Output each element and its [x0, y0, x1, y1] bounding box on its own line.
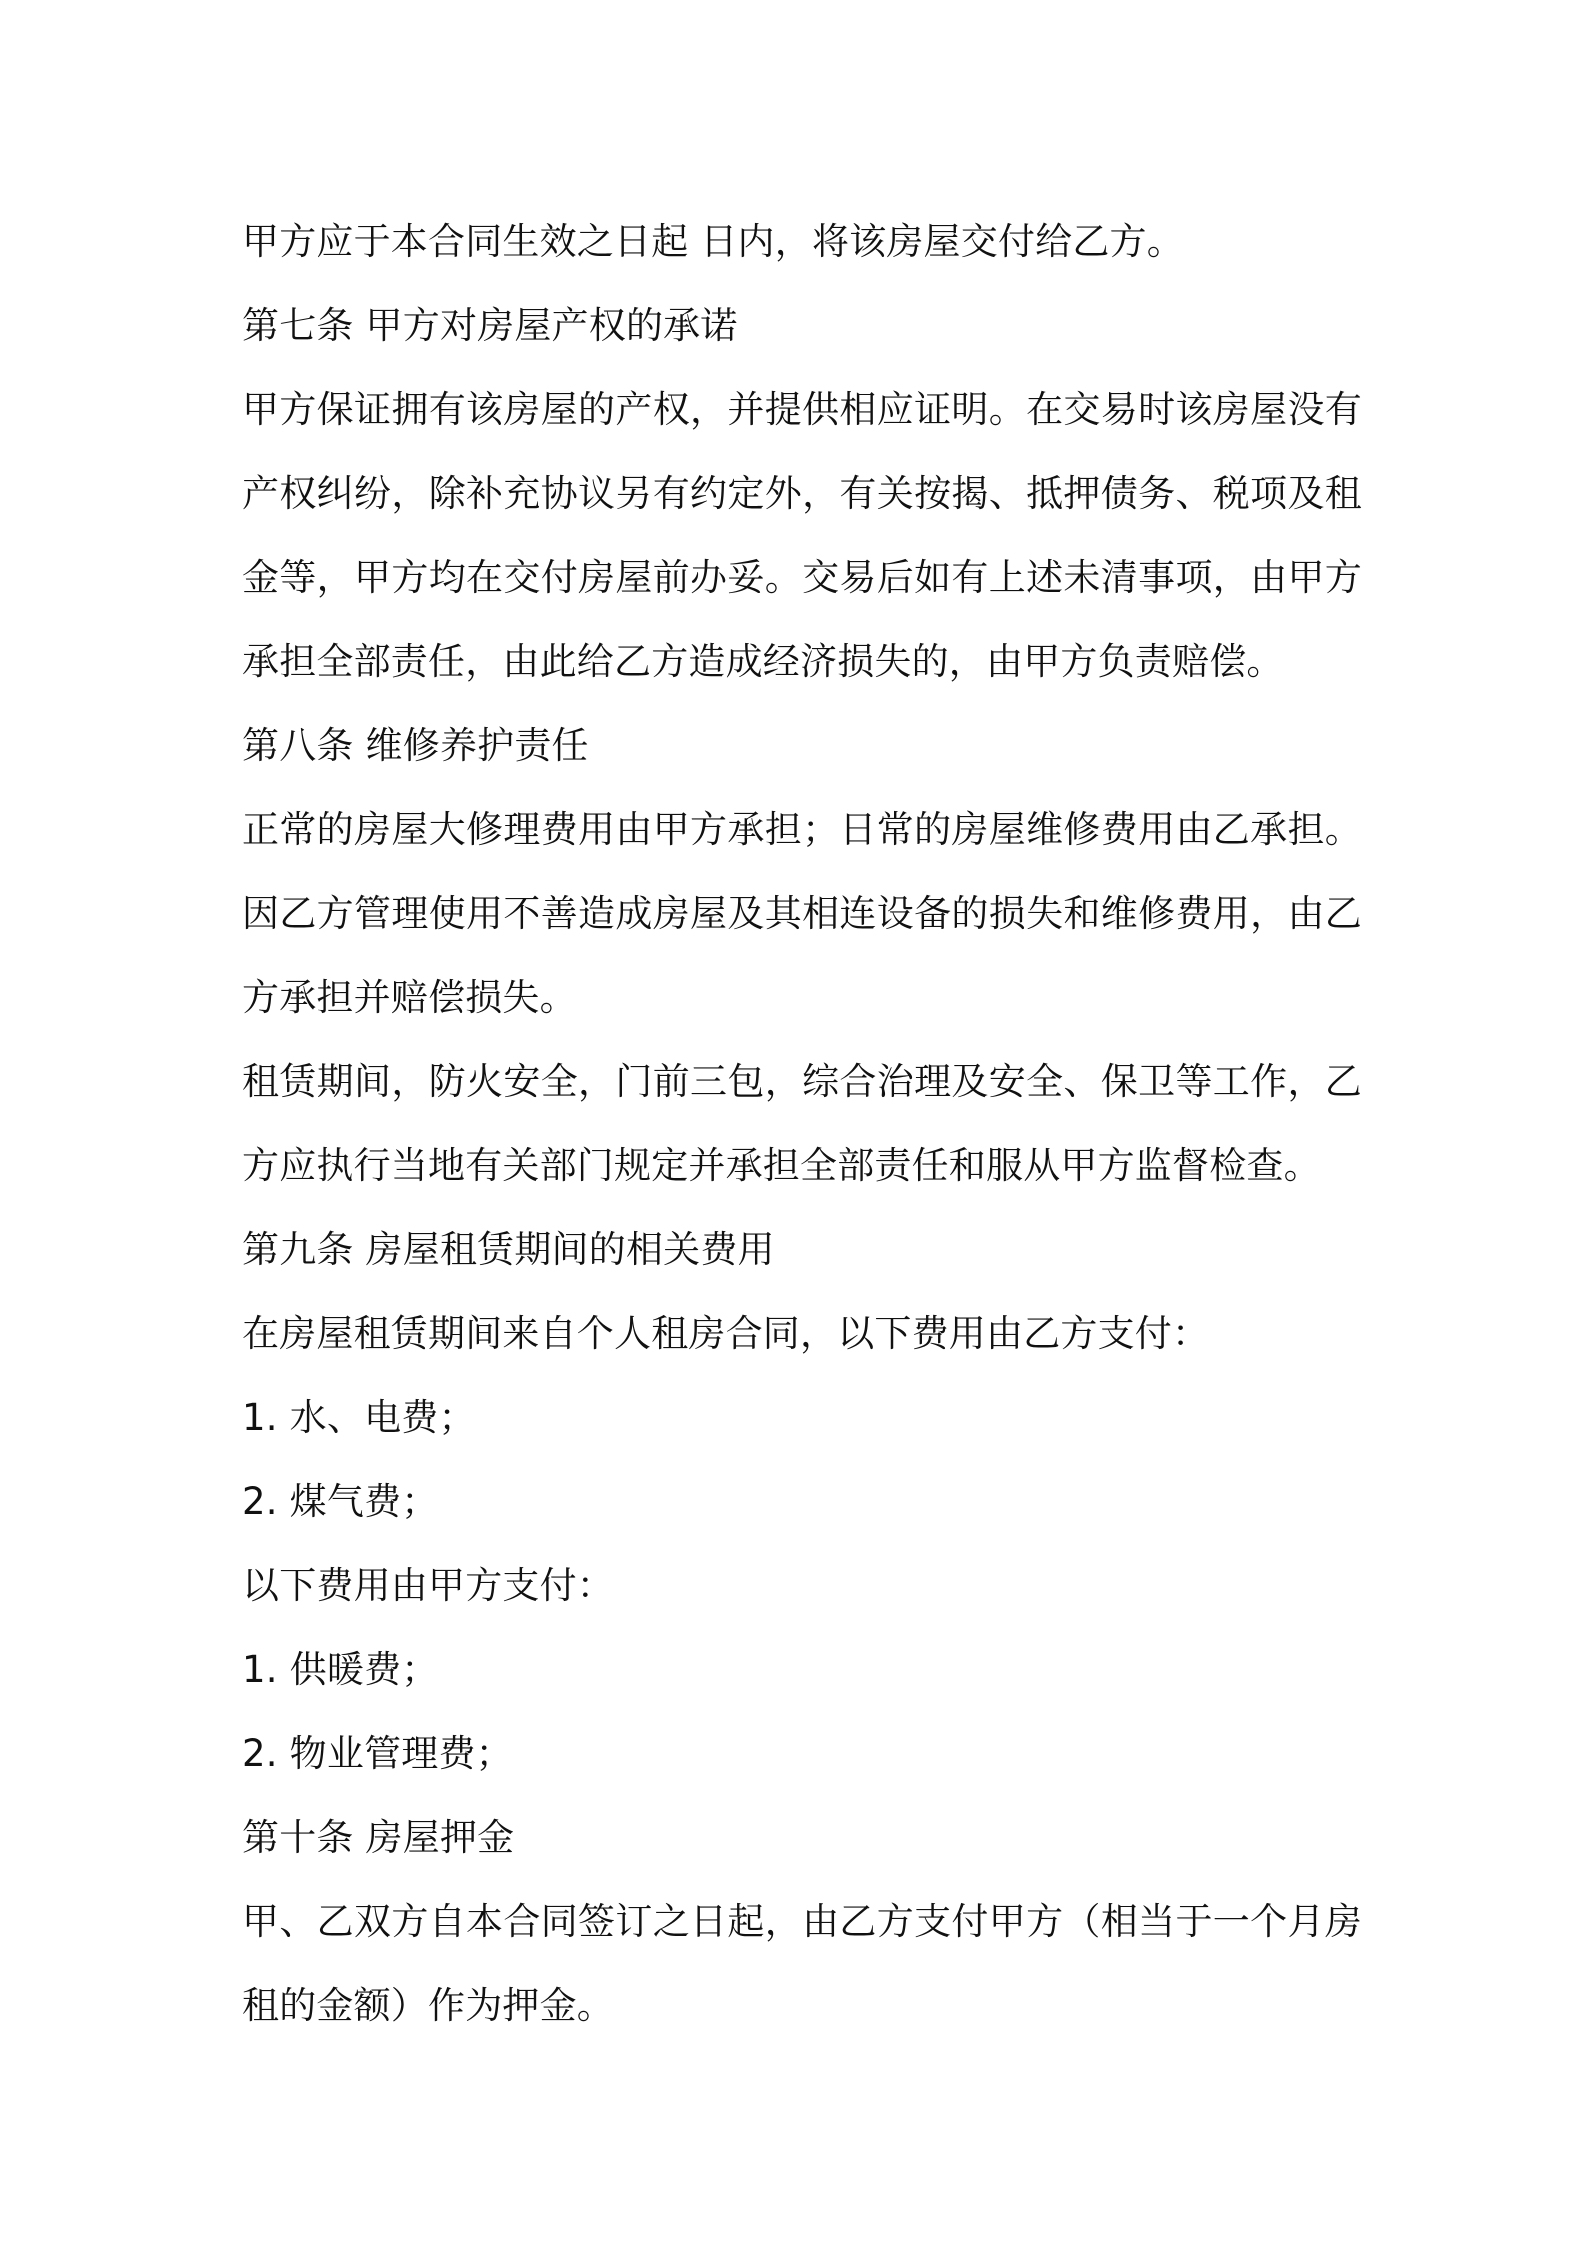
paragraph-property-line-3: 金等，甲方均在交付房屋前办妥。交易后如有上述未清事项，由甲方 [242, 556, 1362, 599]
heading-article-7: 第七条 甲方对房屋产权的承诺 [242, 304, 738, 347]
paragraph-safety-line-2: 方应执行当地有关部门规定并承担全部责任和服从甲方监督检查。 [242, 1144, 1321, 1187]
heading-article-9: 第九条 房屋租赁期间的相关费用 [242, 1228, 775, 1271]
paragraph-deposit-line-2: 租的金额）作为押金。 [242, 1984, 614, 2027]
heading-article-8: 第八条 维修养护责任 [242, 724, 589, 767]
paragraph-delivery: 甲方应于本合同生效之日起 日内，将该房屋交付给乙方。 [242, 220, 1184, 263]
list-item-tenant-fee-2: 2. 煤气费； [242, 1480, 439, 1523]
paragraph-property-line-1: 甲方保证拥有该房屋的产权，并提供相应证明。在交易时该房屋没有 [242, 388, 1362, 431]
paragraph-landlord-fees-intro: 以下费用由甲方支付： [242, 1564, 614, 1607]
paragraph-tenant-fees-intro: 在房屋租赁期间来自个人租房合同，以下费用由乙方支付： [242, 1312, 1210, 1355]
list-item-landlord-fee-2: 2. 物业管理费； [242, 1732, 513, 1775]
paragraph-maintenance-line-1: 正常的房屋大修理费用由甲方承担；日常的房屋维修费用由乙承担。 [242, 808, 1362, 851]
paragraph-maintenance-line-2: 因乙方管理使用不善造成房屋及其相连设备的损失和维修费用，由乙 [242, 892, 1362, 935]
paragraph-property-line-2: 产权纠纷，除补充协议另有约定外，有关按揭、抵押债务、税项及租 [242, 472, 1362, 515]
list-item-landlord-fee-1: 1. 供暖费； [242, 1648, 439, 1691]
list-item-tenant-fee-1: 1. 水、电费； [242, 1396, 476, 1439]
document-body [242, 200, 1362, 2048]
paragraph-maintenance-line-3: 方承担并赔偿损失。 [242, 976, 577, 1019]
paragraph-safety-line-1: 租赁期间，防火安全，门前三包，综合治理及安全、保卫等工作，乙 [242, 1060, 1362, 1103]
heading-article-10: 第十条 房屋押金 [242, 1816, 515, 1859]
paragraph-property-line-4: 承担全部责任，由此给乙方造成经济损失的，由甲方负责赔偿。 [242, 640, 1284, 683]
paragraph-deposit-line-1: 甲、乙双方自本合同签订之日起，由乙方支付甲方（相当于一个月房 [242, 1900, 1362, 1943]
